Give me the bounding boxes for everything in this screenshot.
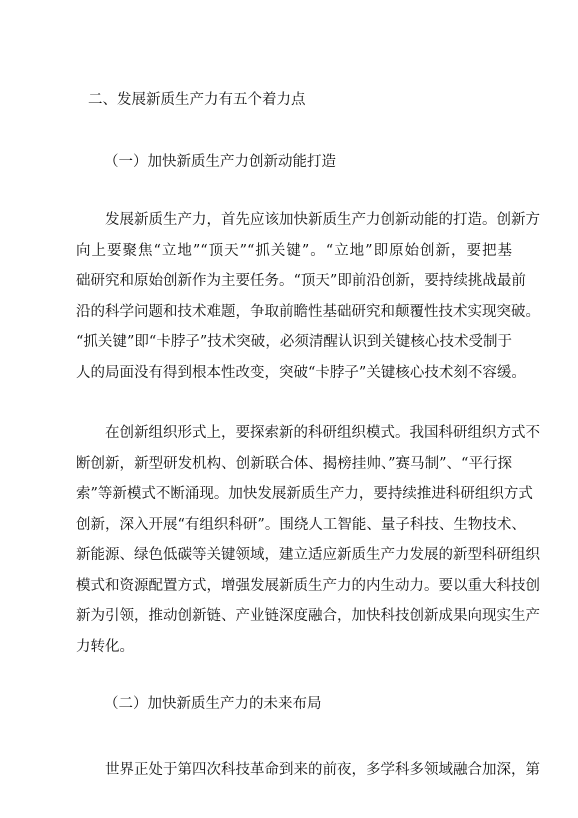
subsection-heading-2: （二）加快新质生产力的未来布局 bbox=[104, 696, 322, 712]
paragraph-line: 在创新组织形式上，要探索新的科研组织模式。我国科研组织方式不 bbox=[105, 425, 540, 441]
paragraph-line: 向上要聚焦“立地”“顶天”“抓关键”。“立地”即原始创新，要把基 bbox=[76, 242, 512, 259]
paragraph-line: 础研究和原始创新作为主要任务。“顶天”即前沿创新，要持续挑战最前 bbox=[76, 273, 526, 289]
paragraph-line: 发展新质生产力，首先应该加快新质生产力创新动能的打造。创新方 bbox=[105, 212, 540, 228]
section-heading: 二、发展新质生产力有五个着力点 bbox=[88, 92, 306, 108]
paragraph-line: 新为引领，推动创新链、产业链深度融合，加快科技创新成果向现实生产 bbox=[76, 608, 540, 624]
paragraph-line: 世界正处于第四次科技革命到来的前夜，多学科多领域融合加深，第 bbox=[105, 762, 540, 778]
paragraph-line: 沿的科学问题和技术难题，争取前瞻性基础研究和颠覆性技术实现突破。 bbox=[76, 303, 540, 320]
paragraph-line: 新能源、绿色低碳等关键领域，建立适应新质生产力发展的新型科研组织 bbox=[76, 547, 540, 563]
paragraph-line: 索”等新模式不断涌现。加快发展新质生产力，要持续推进科研组织方式 bbox=[76, 486, 533, 502]
paragraph-line: “抓关键”即“卡脖子”技术突破，必须清醒认识到关键核心技术受制于 bbox=[76, 334, 512, 350]
subsection-heading-1: （一）加快新质生产力创新动能打造 bbox=[104, 154, 336, 170]
paragraph-line: 人的局面没有得到根本性改变，突破“卡脖子”关键核心技术刻不容缓。 bbox=[76, 364, 526, 381]
paragraph-1 bbox=[76, 205, 540, 388]
paragraph-2 bbox=[76, 418, 540, 662]
paragraph-line: 断创新，新型研发机构、创新联合体、揭榜挂帅、”赛马制”、“平行探 bbox=[76, 455, 512, 472]
paragraph-line: 模式和资源配置方式，增强发展新质生产力的内生动力。要以重大科技创 bbox=[76, 577, 540, 594]
paragraph-line: 创新，深入开展“有组织科研”。围绕人工智能、量子科技、生物技术、 bbox=[76, 516, 526, 533]
paragraph-3 bbox=[76, 755, 540, 786]
paragraph-line: 力转化。 bbox=[76, 638, 134, 655]
